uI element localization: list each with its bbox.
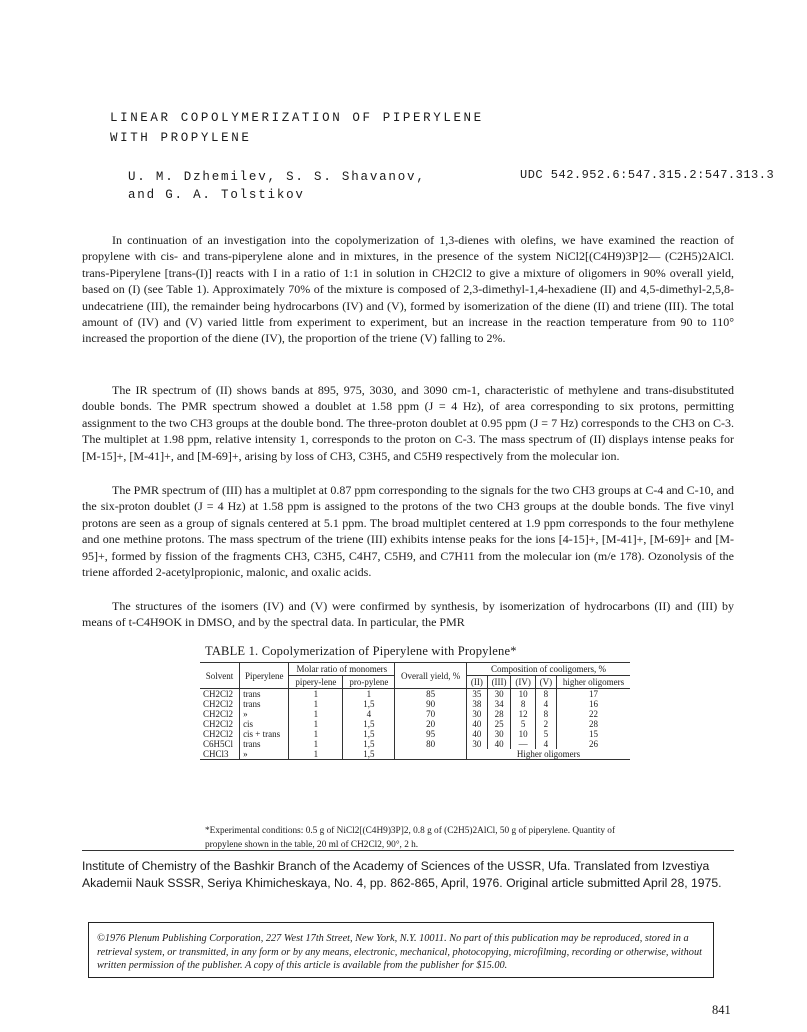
table-cell: 5: [535, 729, 556, 739]
table-cell: »: [240, 709, 289, 719]
table-cell: 40: [467, 719, 488, 729]
table-cell: 40: [487, 739, 511, 749]
table-cell: 25: [487, 719, 511, 729]
table-cell: 22: [556, 709, 630, 719]
page-number: 841: [712, 1003, 731, 1017]
table-cell: 1: [289, 709, 343, 719]
table-cell: —: [511, 739, 535, 749]
authors-line-2: and G. A. Tolstikov: [128, 188, 305, 202]
table-cell: 30: [487, 689, 511, 700]
table-cell: 80: [395, 739, 467, 749]
table-cell: 20: [395, 719, 467, 729]
copyright-text: ©1976 Plenum Publishing Corporation, 227 West 17th Street, New York, N.Y. 10011. No part of this publication may be reproduced, stored in a retrieval system, or transmitted, in any form or by any means, electronic, mechanical, photocopying, microfilming, recording or otherwise, without written permission of the publisher. A copy of this article is available from the publisher for $15.00.: [97, 933, 702, 971]
table-cell: 28: [556, 719, 630, 729]
table-cell: 4: [535, 739, 556, 749]
table-cell: 1: [289, 719, 343, 729]
institution-note: Institute of Chemistry of the Bashkir Branch of the Academy of Sciences of the USSR, Ufa. Translated from Izvestiya Akademii Nauk SSSR, Seriya Khimicheskaya, No. 4, pp. 862-865, April, 1976. Original article submitted April 28, 1975.: [82, 859, 722, 890]
table-cell: CH2Cl2: [203, 689, 234, 699]
table-row: [200, 709, 630, 719]
authors: [128, 168, 426, 204]
table-cell: 1: [289, 729, 343, 739]
table-cell: 35: [467, 689, 488, 700]
table-cell: CH2Cl2: [203, 709, 234, 719]
table-cell: C6H5Cl: [203, 739, 234, 749]
table-row: [200, 729, 630, 739]
paragraph-3: The PMR spectrum of (III) has a multiplet at 0.87 ppm corresponding to the signals for the two CH3 groups at C-4 and C-10, and the six-proton doublet (J = 4 Hz) at 1.58 ppm is assigned to the protons of the two CH3 groups at the double bonds. The five vinyl protons are seen as a group of signals centered at 5.1 ppm. The broad multiplet centered at 1.9 ppm corresponds to the four methylene and one methine protons. The mass spectrum of the triene (III) exhibits intense peaks for the ions [4-15]+, [M-41]+, [M-69]+ and [M-95]+, formed by fission of the fragments CH3, C3H5, C4H7, C5H9, and C7H11 from the molecular ion (m/e 178). Ozonolysis of the triene afforded 2-acetylpropionic, malonic, and oxalic acids.: [82, 483, 734, 580]
table-cell: 90: [395, 699, 467, 709]
copyright-box: [88, 922, 714, 978]
table-cell: 10: [511, 729, 535, 739]
results-table: [200, 662, 630, 760]
table-cell: 10: [511, 689, 535, 700]
table-cell: 1,5: [343, 699, 395, 709]
table-footnote: *Experimental conditions: 0.5 g of NiCl2[(C4H9)3P]2, 0.8 g of (C2H5)2AlCl, 50 g of piperylene. Quantity of propylene shown in the table, 20 ml of CH2Cl2, 90°, 2 h.: [205, 826, 616, 850]
header-iv: (IV): [511, 676, 535, 689]
table-cell: 12: [511, 709, 535, 719]
table-cell: CHCl3: [203, 749, 229, 759]
table-cell: cis: [240, 719, 289, 729]
article-title: [110, 108, 484, 148]
higher-oligomers-note: Higher oligomers: [467, 749, 630, 760]
table-cell: 30: [467, 739, 488, 749]
header-yield: Overall yield, %: [395, 663, 467, 689]
table-cell: 26: [556, 739, 630, 749]
header-piperylene: Piperylene: [240, 663, 289, 689]
header-v: (V): [535, 676, 556, 689]
header-pro: pro-pylene: [343, 676, 395, 689]
table-cell: 1: [289, 739, 343, 749]
header-molar-ratio: Molar ratio of monomers: [289, 663, 395, 676]
table-cell: 1: [343, 689, 395, 700]
table-cell: 30: [467, 709, 488, 719]
body-text-1: [82, 232, 734, 347]
table-cell: 28: [487, 709, 511, 719]
table-cell: 1,5: [343, 749, 395, 760]
paragraph-4: The structures of the isomers (IV) and (V) were confirmed by synthesis, by isomerization of hydrocarbons (II) and (III) by means of t-C4H9OK in DMSO, and by the spectral data. In particular, the PMR: [82, 599, 734, 630]
table-cell: »: [240, 749, 289, 760]
table-cell: 30: [487, 729, 511, 739]
table-cell: 4: [535, 699, 556, 709]
table-cell: CH2Cl2: [203, 699, 234, 709]
table-row: [200, 749, 630, 760]
paragraph-1: In continuation of an investigation into the copolymerization of 1,3-dienes with olefins, we have examined the reaction of propylene with cis- and trans-piperylene alone and in mixtures, in the presence of the system NiCl2[(C4H9)3P]2— (C2H5)2AlCl. trans-Piperylene [trans-(I)] reacts with I in a ratio of 1:1 in solution in CH2Cl2 to give a mixture of oligomers in 90% overall yield, based on (I) (see Table 1). Approximately 70% of the mixture is composed of 2,3-dimethyl-1,4-hexadiene (II) and 4,5-dimethyl-2,5,8-undecatriene (III), the remainder being hydrocarbons (IV) and (V), formed by isomerization of the diene (II) and triene (III). The total amount of (IV) and (V) varied little from experiment to experiment, but an increase in the reaction temperature from 90 to 110° increased the proportion of the diene (IV), the proportion of the triene (V) falling to 2%.: [82, 233, 734, 346]
table-cell: 17: [556, 689, 630, 700]
table-cell: CH2Cl2: [203, 729, 234, 739]
table-cell: 95: [395, 729, 467, 739]
table-cell: 40: [467, 729, 488, 739]
table-row: [200, 699, 630, 709]
table-cell: 1: [289, 749, 343, 760]
table-cell: 5: [511, 719, 535, 729]
header-composition: Composition of cooligomers, %: [467, 663, 630, 676]
header-ii: (II): [467, 676, 488, 689]
udc-code: UDC 542.952.6:547.315.2:547.313.3: [520, 168, 775, 182]
header-solvent: Solvent: [200, 663, 240, 689]
table-cell: 1: [289, 689, 343, 700]
table-cell: trans: [240, 739, 289, 749]
table-cell: 15: [556, 729, 630, 739]
table-cell: 70: [395, 709, 467, 719]
table-cell: 8: [535, 709, 556, 719]
header-higher: higher oligomers: [556, 676, 630, 689]
table-cell: 1: [289, 699, 343, 709]
table-body: [200, 689, 630, 760]
table-row: [200, 739, 630, 749]
table-cell: 8: [535, 689, 556, 700]
table-cell: 34: [487, 699, 511, 709]
authors-line-1: U. M. Dzhemilev, S. S. Shavanov,: [128, 170, 426, 184]
table-cell: [395, 749, 467, 760]
table-row: [200, 689, 630, 700]
table-cell: 85: [395, 689, 467, 700]
table-cell: 1,5: [343, 719, 395, 729]
table-cell: 4: [343, 709, 395, 719]
table-row: [200, 719, 630, 729]
title-line-1: LINEAR COPOLYMERIZATION OF PIPERYLENE: [110, 111, 484, 125]
table-cell: 2: [535, 719, 556, 729]
paragraph-2: The IR spectrum of (II) shows bands at 895, 975, 3030, and 3090 cm-1, characteristic of methylene and trans-disubstituted double bonds. The PMR spectrum showed a doublet at 1.58 ppm (J = 4 Hz), of area corresponding to six protons, permitting assignment to the two CH3 groups at the double bond. The three-proton doublet at 0.95 ppm (J = 7 Hz) corresponds to the CH3 on C-3. The multiplet at 1.98 ppm, relative intensity 1, corresponds to the proton on C-3. The mass spectrum of (II) displays intense peaks for [M-15]+, [M-41]+, and [M-69]+, arising by loss of CH3, C3H5, and C5H9 respectively from the molecular ion.: [82, 383, 734, 463]
table-caption: TABLE 1. Copolymerization of Piperylene with Propylene*: [205, 644, 517, 658]
table-cell: trans: [240, 699, 289, 709]
header-pipery: pipery-lene: [289, 676, 343, 689]
footer-rule: [82, 850, 734, 851]
table-cell: 38: [467, 699, 488, 709]
body-text-4: [82, 598, 734, 631]
table-cell: cis + trans: [240, 729, 289, 739]
table-cell: trans: [240, 689, 289, 700]
title-line-2: WITH PROPYLENE: [110, 131, 252, 145]
table-cell: 1,5: [343, 729, 395, 739]
table-cell: 1,5: [343, 739, 395, 749]
table-cell: 8: [511, 699, 535, 709]
body-text-3: [82, 482, 734, 580]
table-cell: CH2Cl2: [203, 719, 234, 729]
table-cell: 16: [556, 699, 630, 709]
header-iii: (III): [487, 676, 511, 689]
body-text-2: [82, 382, 734, 464]
